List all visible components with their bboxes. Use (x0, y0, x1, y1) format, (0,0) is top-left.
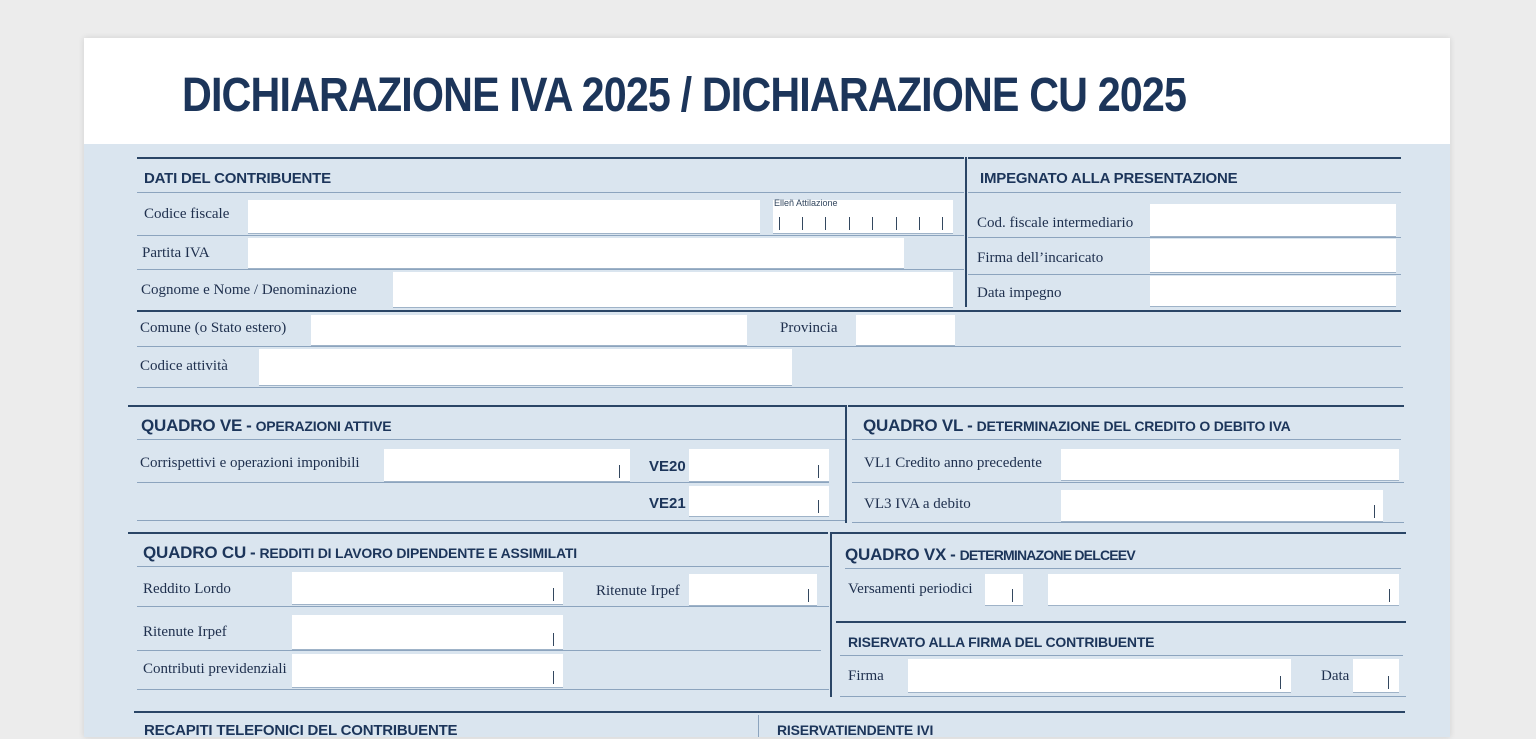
riservato-heading: RISERVATIENDENTE IVI (777, 722, 934, 738)
tick-mark (1389, 589, 1390, 602)
tick-mark (1388, 676, 1389, 689)
quadro-vl-separator: - (967, 416, 973, 435)
tick-mark (1374, 505, 1375, 518)
divider (852, 522, 1404, 523)
quadro-vx-heading (845, 545, 1135, 565)
quadro-ve-heading (141, 416, 391, 436)
versamenti-label: Versamenti periodici (848, 581, 973, 597)
divider (137, 269, 964, 270)
codice-fiscale-label: Codice fiscale (144, 206, 230, 222)
page-title: DICHIARAZIONE IVA 2025 / DICHIARAZIONE CU 2025 (182, 69, 1187, 122)
tick-mark (818, 500, 819, 513)
tick-mark (553, 588, 554, 601)
contributi-field[interactable] (292, 654, 563, 688)
reddito-lordo-label: Reddito Lordo (143, 581, 231, 597)
divider (137, 192, 964, 193)
cognome-nome-field[interactable] (393, 272, 953, 308)
cognome-nome-label: Cognome e Nome / Denominazione (141, 282, 357, 298)
divider (840, 696, 1406, 697)
ve20-field[interactable] (689, 449, 829, 482)
codice-fiscale-field[interactable] (248, 200, 760, 234)
ritenute-irpef-label: Ritenute Irpef (143, 624, 227, 640)
quadro-cu-title: REDDITI DI LAVORO DIPENDENTE E ASSIMILATI (259, 545, 577, 561)
data-impegno-field[interactable] (1150, 276, 1396, 307)
corrispettivi-label: Corrispettivi e operazioni imponibili (140, 455, 360, 471)
data-field[interactable] (1353, 659, 1399, 693)
divider (848, 405, 1404, 407)
divider (836, 621, 1406, 623)
divider (137, 387, 1403, 388)
quadro-vx-separator: - (950, 545, 956, 564)
versamenti-small-field[interactable] (985, 574, 1023, 606)
divider (137, 439, 845, 440)
tick-mark (818, 465, 819, 478)
ve21-field[interactable] (689, 486, 829, 517)
tick-mark (1280, 676, 1281, 689)
codice-attivita-label: Codice attività (140, 358, 228, 374)
divider (852, 482, 1404, 483)
tick-mark (802, 217, 803, 230)
provincia-label: Provincia (780, 320, 838, 336)
divider (137, 157, 964, 159)
quadro-vx-code: QUADRO VX (845, 545, 947, 564)
contributi-label: Contributi previdenziali (143, 661, 287, 677)
corrispettivi-field[interactable] (384, 449, 630, 482)
tick-mark (779, 217, 780, 230)
firma-heading: RISERVATO ALLA FIRMA DEL CONTRIBUENTE (848, 634, 1155, 650)
quadro-ve-separator: - (246, 416, 252, 435)
attivazione-field[interactable] (773, 200, 953, 234)
divider (968, 157, 1401, 159)
quadro-vl-code: QUADRO VL (863, 416, 964, 435)
tick-mark (619, 465, 620, 478)
cf-intermediario-label: Cod. fiscale intermediario (977, 215, 1134, 231)
quadro-ve-title: OPERAZIONI ATTIVE (255, 418, 392, 434)
ve21-code: VE21 (649, 495, 686, 512)
comune-field[interactable] (311, 315, 747, 346)
quadro-vl-heading (863, 416, 1291, 436)
divider (968, 237, 1401, 238)
ve20-code: VE20 (649, 458, 686, 475)
vl3-field[interactable] (1061, 490, 1383, 522)
ritenute-irpef-field[interactable] (292, 615, 563, 650)
tick-mark (553, 671, 554, 684)
vl3-label: VL3 IVA a debito (864, 496, 971, 512)
divider (965, 157, 967, 307)
section-heading-impegno: IMPEGNATO ALLA PRESENTAZIONE (980, 170, 1238, 187)
quadro-ve-code: QUADRO VE (141, 416, 243, 435)
versamenti-field[interactable] (1048, 574, 1399, 606)
divider (137, 520, 845, 521)
tick-mark (919, 217, 920, 230)
tick-mark (825, 217, 826, 230)
partita-iva-label: Partita IVA (142, 245, 210, 261)
divider (830, 532, 832, 697)
divider (137, 482, 829, 483)
quadro-vx-title: DETERMINAZONE DELCEEV (959, 547, 1135, 563)
divider (137, 310, 1401, 312)
divider (128, 405, 845, 407)
divider (134, 711, 1405, 713)
firma-incaricato-field[interactable] (1150, 239, 1396, 273)
ritenute-irpef-right-field[interactable] (689, 574, 817, 606)
quadro-cu-code: QUADRO CU (143, 543, 247, 562)
divider (137, 235, 964, 236)
ritenute-irpef-right-label: Ritenute Irpef (596, 583, 680, 599)
divider (128, 532, 828, 534)
data-impegno-label: Data impegno (977, 285, 1062, 301)
comune-label: Comune (o Stato estero) (140, 320, 287, 336)
quadro-cu-heading (143, 543, 577, 563)
data-label: Data (1321, 668, 1350, 684)
tick-mark (1012, 589, 1013, 602)
divider (845, 405, 847, 523)
tick-mark (942, 217, 943, 230)
quadro-cu-separator: - (250, 543, 256, 562)
tick-mark (872, 217, 873, 230)
firma-label: Firma (848, 668, 884, 684)
divider (137, 650, 821, 651)
divider (968, 274, 1401, 275)
title-band (84, 38, 1450, 144)
reddito-lordo-field[interactable] (292, 572, 563, 605)
divider (137, 689, 829, 690)
firma-incaricato-label: Firma dell’incaricato (977, 250, 1104, 266)
cf-intermediario-field[interactable] (1150, 204, 1396, 237)
divider (845, 568, 1401, 569)
divider (137, 346, 1401, 347)
quadro-vl-title: DETERMINAZIONE DEL CREDITO O DEBITO IVA (976, 418, 1291, 434)
divider (832, 532, 1406, 534)
divider (840, 655, 1403, 656)
divider (137, 606, 829, 607)
divider (758, 715, 759, 737)
divider (852, 439, 1401, 440)
tick-mark (553, 633, 554, 646)
tick-mark (849, 217, 850, 230)
tick-mark (808, 589, 809, 602)
divider (968, 192, 1401, 193)
recapiti-heading: RECAPITI TELEFONICI DEL CONTRIBUENTE (144, 722, 458, 739)
vl1-field[interactable] (1061, 449, 1399, 481)
section-heading-contribuente: DATI DEL CONTRIBUENTE (144, 170, 331, 187)
firma-field[interactable] (908, 659, 1291, 693)
vl1-label: VL1 Credito anno precedente (864, 455, 1042, 471)
partita-iva-field[interactable] (248, 238, 904, 269)
divider (137, 566, 829, 567)
tick-mark (896, 217, 897, 230)
attivazione-caption: Elleñ Attilazione (774, 198, 838, 208)
codice-attivita-field[interactable] (259, 349, 792, 386)
provincia-field[interactable] (856, 315, 955, 346)
